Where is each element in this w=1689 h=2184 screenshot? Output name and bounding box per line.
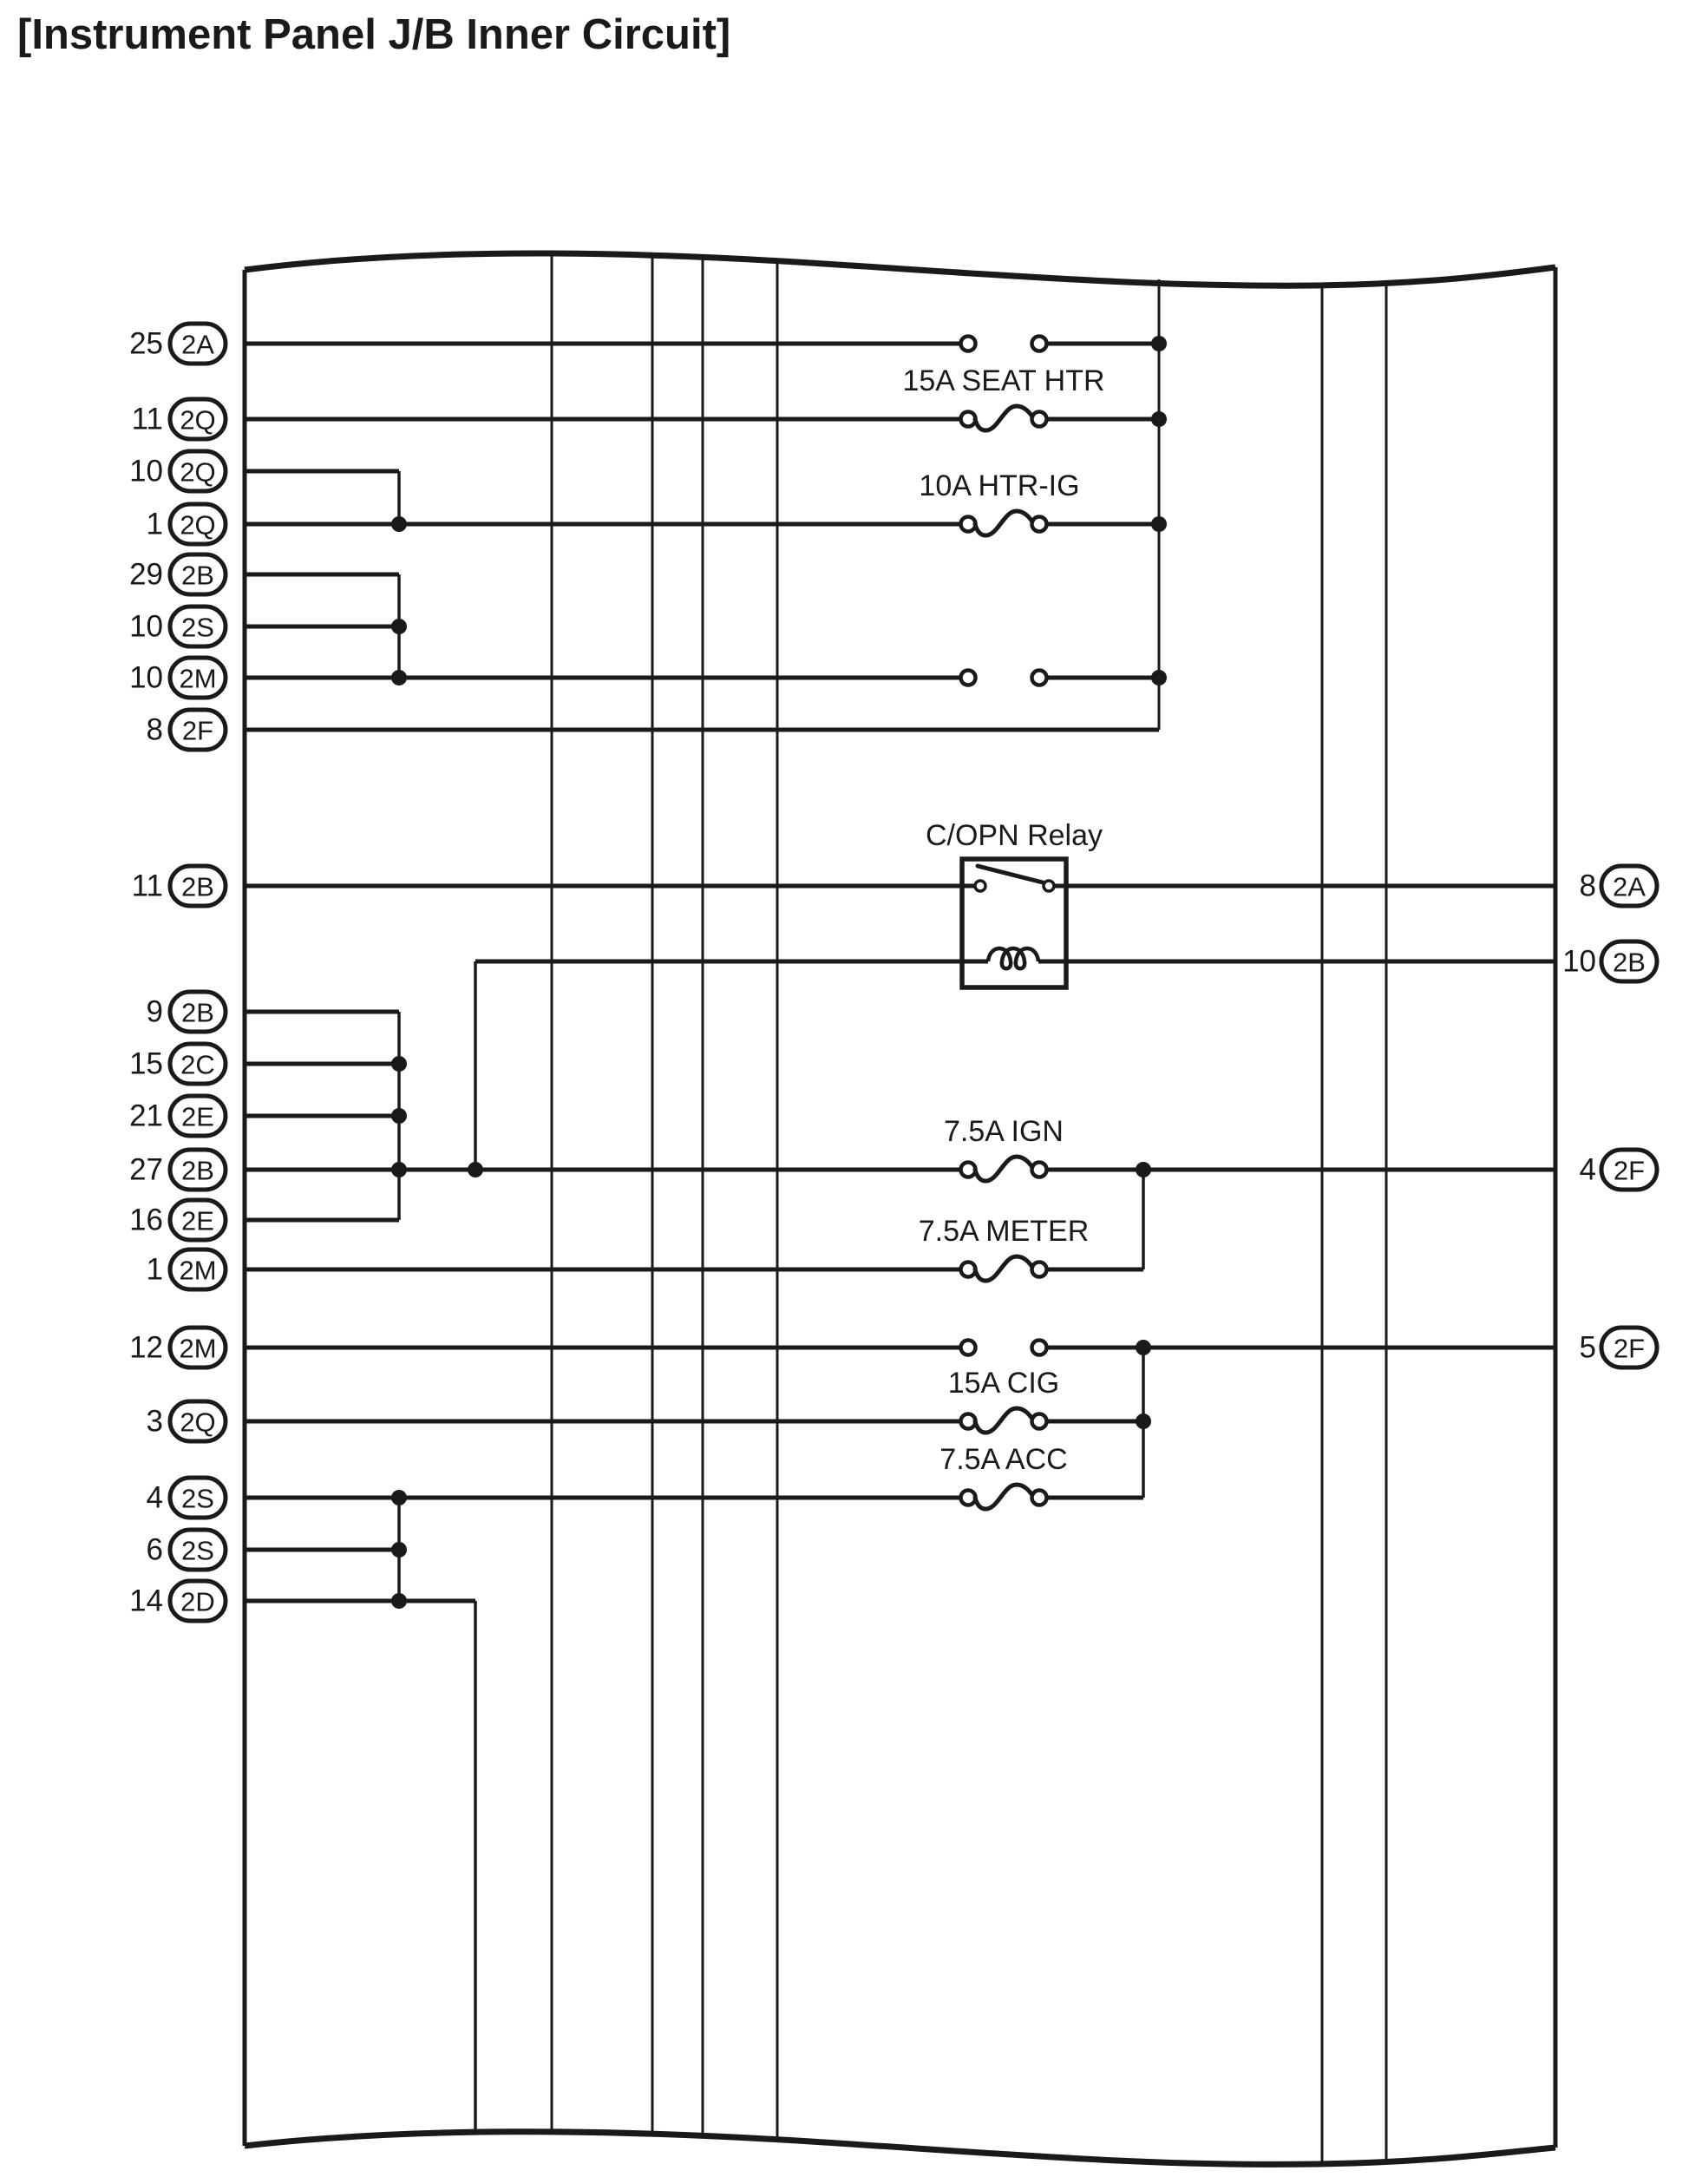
connector-pin: 14 bbox=[129, 1584, 163, 1618]
relay-coil-icon bbox=[988, 948, 1038, 968]
connector-left-6-2S bbox=[147, 1530, 226, 1570]
fuse-element-icon bbox=[975, 1256, 1032, 1281]
connector-pin: 16 bbox=[129, 1203, 163, 1237]
fuse-terminals bbox=[961, 337, 1047, 1505]
terminal-circle bbox=[961, 1341, 976, 1355]
junction-dot bbox=[1151, 336, 1167, 351]
connector-left-11-2B bbox=[132, 866, 226, 906]
fuse-element-icon bbox=[975, 1408, 1032, 1433]
fuse-label-ign: 7.5A IGN bbox=[944, 1115, 1064, 1148]
connector-left-15-2C bbox=[129, 1044, 226, 1084]
connector-pin: 4 bbox=[146, 1480, 163, 1515]
fuse-label-acc: 7.5A ACC bbox=[939, 1443, 1068, 1476]
junction-dot bbox=[1151, 516, 1167, 532]
connector-pin: 25 bbox=[129, 326, 163, 361]
relay-contact bbox=[975, 881, 985, 891]
connector-left-21-2E bbox=[129, 1096, 226, 1136]
connector-code: 2Q bbox=[180, 404, 216, 436]
connector-code: 2Q bbox=[180, 509, 216, 541]
connector-code: 2M bbox=[179, 1333, 217, 1364]
connector-left-10-2M bbox=[129, 658, 226, 698]
connector-left-11-2Q bbox=[132, 399, 226, 439]
connector-pin: 21 bbox=[129, 1099, 163, 1133]
fuse-element-icon bbox=[975, 406, 1032, 430]
relay-box bbox=[962, 859, 1066, 987]
connector-pin: 11 bbox=[131, 402, 163, 436]
connector-pin: 15 bbox=[129, 1046, 163, 1081]
fuse-label-meter: 7.5A METER bbox=[918, 1215, 1090, 1248]
connector-left-1-2M bbox=[147, 1249, 226, 1289]
junction-dot bbox=[1151, 670, 1167, 685]
connector-code: 2F bbox=[1613, 1333, 1646, 1364]
junction-dots bbox=[391, 336, 1167, 1609]
terminal-circle bbox=[1032, 1341, 1047, 1355]
junction-dot bbox=[391, 1162, 407, 1177]
connector-left-10-2Q bbox=[129, 451, 226, 491]
junction-dot bbox=[391, 619, 407, 634]
connector-left-10-2S bbox=[129, 607, 226, 646]
junction-dot bbox=[391, 516, 407, 532]
terminal-circle bbox=[1032, 337, 1047, 351]
connector-left-3-2Q bbox=[147, 1401, 226, 1441]
connector-right-8-2A bbox=[1580, 866, 1657, 906]
wire-join-verticals bbox=[399, 471, 1143, 2131]
connector-code: 2E bbox=[181, 1205, 214, 1236]
fuse-label-htr-ig: 10A HTR-IG bbox=[919, 469, 1080, 502]
terminal-circle bbox=[1032, 517, 1047, 532]
connector-code: 2F bbox=[1613, 1155, 1646, 1186]
connector-pin: 8 bbox=[146, 712, 163, 747]
connector-pin: 29 bbox=[129, 557, 163, 592]
terminal-circle bbox=[1032, 1163, 1047, 1177]
junction-dot bbox=[391, 670, 407, 685]
fuse-element-icon bbox=[975, 1157, 1032, 1181]
left-connectors bbox=[129, 324, 226, 1621]
junction-dot bbox=[1136, 1413, 1151, 1429]
relay-switch-blade bbox=[978, 866, 1043, 882]
connector-code: 2C bbox=[180, 1049, 215, 1080]
junction-dot bbox=[391, 1593, 407, 1609]
connector-pin: 8 bbox=[1579, 869, 1596, 903]
connector-pin: 9 bbox=[146, 994, 163, 1029]
junction-box-outline bbox=[245, 253, 1555, 2164]
connector-pin: 10 bbox=[129, 454, 163, 489]
connector-pin: 6 bbox=[146, 1532, 163, 1567]
connector-code: 2S bbox=[181, 612, 214, 643]
junction-dot bbox=[1136, 1162, 1151, 1177]
junction-dot bbox=[1136, 1340, 1151, 1355]
terminal-circle bbox=[1032, 1414, 1047, 1429]
wires bbox=[243, 344, 1555, 1601]
connector-code: 2B bbox=[181, 1155, 214, 1186]
connector-code: 2B bbox=[181, 997, 214, 1028]
terminal-circle bbox=[1032, 1491, 1047, 1505]
connector-code: 2S bbox=[181, 1483, 214, 1514]
connector-pin: 1 bbox=[146, 1252, 163, 1287]
connector-pin: 10 bbox=[129, 609, 163, 644]
connector-pin: 10 bbox=[1562, 944, 1596, 979]
connector-code: 2Q bbox=[180, 456, 216, 488]
connector-code: 2E bbox=[181, 1101, 214, 1132]
terminal-circle bbox=[1032, 412, 1047, 427]
connector-code: 2M bbox=[179, 663, 217, 694]
connector-code: 2F bbox=[181, 715, 214, 746]
connector-left-12-2M bbox=[129, 1328, 226, 1367]
connector-code: 2S bbox=[181, 1535, 214, 1566]
box-bottom-wavy-edge bbox=[245, 2132, 1555, 2165]
terminal-circle bbox=[1032, 1263, 1047, 1277]
fuse-labels bbox=[902, 364, 1104, 1476]
connector-left-25-2A bbox=[129, 324, 226, 364]
junction-dot bbox=[391, 1542, 407, 1558]
page-title: [Instrument Panel J/B Inner Circuit] bbox=[17, 11, 731, 58]
junction-dot bbox=[391, 1056, 407, 1072]
connector-pin: 3 bbox=[146, 1404, 163, 1439]
fuse-element-icon bbox=[975, 511, 1032, 535]
connector-right-5-2F bbox=[1580, 1328, 1657, 1367]
fuse-label-seat-htr: 15A SEAT HTR bbox=[902, 364, 1105, 397]
connector-left-9-2B bbox=[147, 992, 226, 1032]
relay-contact bbox=[1044, 881, 1054, 891]
connector-left-16-2E bbox=[129, 1200, 226, 1240]
connector-left-1-2Q bbox=[147, 504, 226, 544]
connector-pin: 5 bbox=[1579, 1330, 1596, 1365]
connector-left-29-2B bbox=[129, 554, 226, 594]
connector-code: 2D bbox=[180, 1586, 215, 1617]
terminal-circle bbox=[961, 671, 976, 685]
terminal-circle bbox=[961, 337, 976, 351]
connector-pin: 27 bbox=[129, 1152, 163, 1187]
connector-left-14-2D bbox=[129, 1581, 226, 1621]
connector-pin: 1 bbox=[146, 507, 163, 541]
connector-code: 2B bbox=[181, 560, 214, 591]
connector-pin: 11 bbox=[131, 869, 163, 903]
junction-dot bbox=[468, 1162, 483, 1177]
connector-left-8-2F bbox=[147, 710, 226, 750]
connector-code: 2B bbox=[181, 871, 214, 902]
bus-lines bbox=[552, 253, 1386, 2163]
right-connectors bbox=[1562, 866, 1657, 1367]
connector-pin: 4 bbox=[1579, 1152, 1596, 1187]
terminal-circle bbox=[1032, 671, 1047, 685]
connector-code: 2B bbox=[1613, 947, 1646, 978]
connector-left-4-2S bbox=[147, 1478, 226, 1518]
relay-label: C/OPN Relay bbox=[925, 819, 1103, 852]
junction-dot bbox=[391, 1490, 407, 1505]
connector-pin: 10 bbox=[129, 660, 163, 695]
box-top-wavy-edge bbox=[245, 253, 1555, 285]
connector-right-4-2F bbox=[1580, 1150, 1657, 1190]
connector-code: 2M bbox=[179, 1255, 217, 1286]
junction-dot bbox=[1151, 411, 1167, 427]
connector-pin: 12 bbox=[129, 1330, 163, 1365]
fuse-element-icon bbox=[975, 1485, 1032, 1509]
connector-left-27-2B bbox=[129, 1150, 226, 1190]
connector-right-10-2B bbox=[1562, 941, 1657, 981]
connector-code: 2A bbox=[181, 329, 214, 360]
fuse-label-cig: 15A CIG bbox=[947, 1367, 1060, 1400]
junction-dot bbox=[391, 1108, 407, 1124]
connector-code: 2A bbox=[1613, 871, 1646, 902]
connector-code: 2Q bbox=[180, 1407, 216, 1438]
